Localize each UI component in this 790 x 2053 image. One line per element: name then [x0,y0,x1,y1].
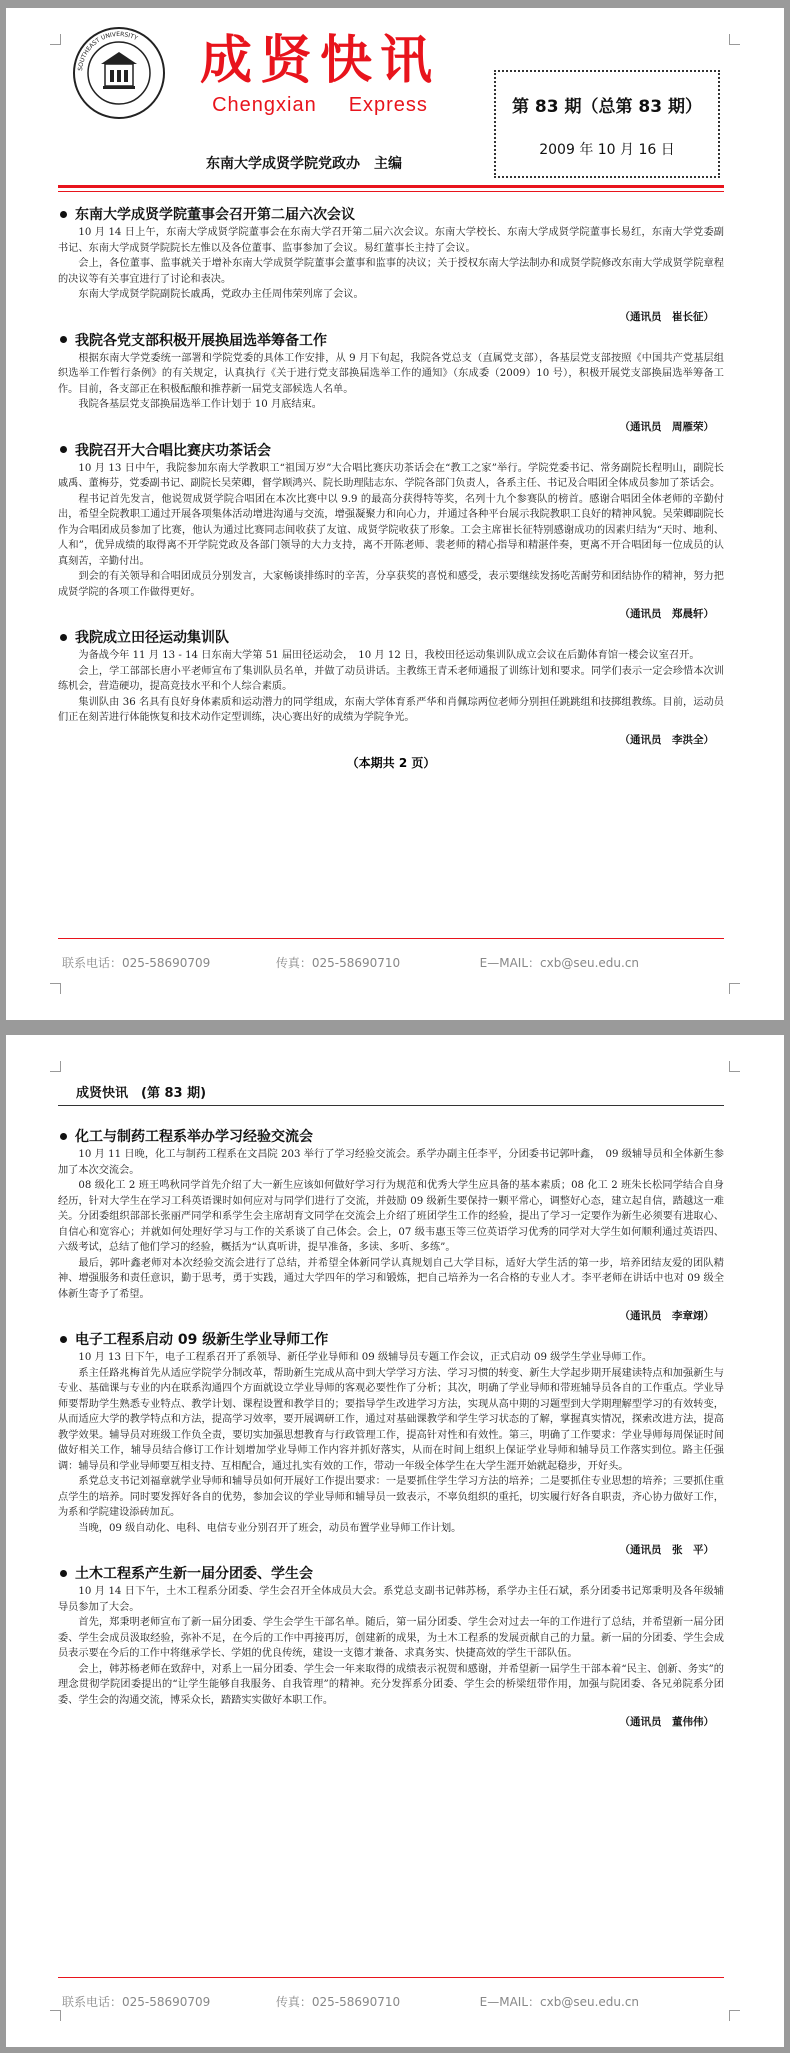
footer-rule [58,1977,724,1978]
crop-mark [729,2010,740,2021]
newsletter-title: 成贤快讯 [199,30,440,91]
footer [62,1993,722,2010]
header-rule-thin [58,191,724,192]
article-paragraph: 10 月 14 日下午，土木工程系分团委、学生会召开全体成员大会。系党总支副书记韩苏杨，系学办主任石斌，系分团委书记郑秉明及各年级辅导员参加了大会。 [58,1586,724,1613]
article-paragraph: 到会的有关领导和合唱团成员分别发言，大家畅谈排练时的辛苦，分享获奖的喜悦和感受，表示要继续发扬吃苦耐劳和团结协作的精神，努力把成贤学院的各项工作做得更好。 [58,571,724,598]
article-paragraph: 10 月 14 日上午，东南大学成贤学院董事会在东南大学召开第二届六次会议。东南大学校长、东南大学成贤学院董事长易红，东南大学党委副书记、东南大学成贤学院院长左惟以及各位董事、监事参加了会议。易红董事长主持了会议。 [58,227,724,254]
article-paragraph: 系党总支书记刘福章就学业导师和辅导员如何开展好工作提出要求：一是要抓住学生学习方法的培养；二是要抓住专业思想的培养；三要抓住重点学生的培养。同时要发挥好各自的优势，参加会议的学业导师和辅导员一致表示，不辜负组织的重托，切实履行好各自职责，齐心协力做好工作，为系和学院建设添砖加瓦。 [58,1476,724,1518]
sponsor-line: 东南大学成贤学院党政办 主编 [206,156,402,172]
article-author: （通讯员 周雁荣） [619,420,714,433]
article-paragraph: 根据东南大学党委统一部署和学院党委的具体工作安排，从 9 月下旬起，我院各党总支（直属党支部），各基层党支部按照《中国共产党基层组织选举工作暂行条例》的有关规定，认真执行《关于进行党支部换届选举工作的通知》（东成委（2009）10 号），积极开展党支部换届选举筹备工作。目前，各支部正在积极酝酿和推荐新一届党支部候选人名单。 [58,352,724,395]
university-logo [72,26,166,120]
article-paragraph: 会上，学工部部长唐小平老师宣布了集训队员名单，并做了动员讲话。主教练王青禾老师通报了训练计划和要求。同学们表示一定会珍惜本次训练机会，营造硬功，提高竞技水平和个人综合素质。 [58,665,724,692]
article-title: 我院各党支部积极开展换届选举筹备工作 [58,331,724,351]
footer-email: E—MAIL：cxb@seu.edu.cn [479,1995,640,2009]
crop-mark [50,34,61,45]
article-author: （通讯员 崔长征） [619,310,714,323]
article-paragraph: 10 月 13 日中午，我院参加东南大学教职工“祖国万岁”大合唱比赛庆功茶话会在“教工之家”举行。学院党委书记、常务副院长程明山，副院长戚禹、董梅芬，党委副书记、副院长吴荣卿，督学顾鸿兴、院长助理陆志东、学院各部门负责人，各系主任、书记及合唱团全体成员参加了茶话会。 [58,462,724,489]
footer-email: E—MAIL：cxb@seu.edu.cn [479,956,640,970]
crop-mark [729,983,740,994]
issue-box [494,70,720,178]
article [58,1330,724,1558]
article-paragraph: 集训队由 36 名具有良好身体素质和运动潜力的同学组成，东南大学体育系严华和肖佩琮两位老师分别担任跳跳组和技掷组教练。目前，运动员们正在刻苦进行体能恢复和技术动作定型训练，决心赛出好的成绩为学院争光。 [58,696,724,723]
article-paragraph: 我院各基层党支部换届选举工作计划于 10 月底结束。 [78,399,322,410]
issue-date: 2009 年 10 月 16 日 [539,142,675,158]
article-title: 土木工程系产生新一届分团委、学生会 [58,1564,724,1584]
page-2 [6,1035,784,2047]
article [58,205,724,325]
article-title: 我院召开大合唱比赛庆功茶话会 [58,441,724,461]
article [58,1127,724,1324]
footer-fax: 传真：025-58690710 [275,956,401,970]
article-paragraph: 首先，郑秉明老师宣布了新一届分团委、学生会学生干部名单。随后，第一届分团委、学生会对过去一年的工作进行了总结，并希望新一届分团委、学生会成员汲取经验，弥补不足，在今后的工作中再接再厉，创建新的成果，为土木工程系的发展贡献自己的力量。新一届的分团委、学生会成员表示要在今后的工作中将继承学长、学姐的优良传统，建设一支德才兼备、求真务实、快捷高效的学生干部队伍。 [58,1617,724,1659]
article-author: （通讯员 李洪全） [619,733,714,746]
article-title: 我院成立田径运动集训队 [58,628,724,648]
footer-phone: 联系电话：025-58690709 [62,956,211,970]
masthead [190,30,450,117]
crop-mark [729,34,740,45]
english-title: Chengxian Express [212,94,428,116]
article-paragraph: 系主任路兆梅首先从适应学院学分制改革，帮助新生完成从高中到大学学习方法、学习习惯的转变、新生大学起步期开展建读特点和加强新生与专业、基础课与专业的内在联系沟通四个方面就设立学业导师的客观必要性作了分析；其次，明确了学业导师和带班辅导员各自的工作重点。学业导师要帮助学生熟悉专业特点、教学计划、课程设置和教学目的；要指导学生改进学习方法，实现从高中期的习题型到大学期理解型学习的有效转变，从而适应大学的教学特点和方法，提高学习效率，要开展调研工作，通过对基础课教学和学生学习状态的了解，掌握真实情况，探索改进方法，提高教学效果。辅导员对班级工作负全责，要切实加强思想教育与行政管理工作，提高针对性和有效性。第三，明确了工作要求：学业导师每周保证时间做好相关工作，辅导员结合修订工作计划增加学业导师工作内容并抓好落实，从而在时间上组织上保证学业导师和辅导员工作落实到位。路主任强调：辅导员和学业导师要互相支持、互相配合，通过扎实有效的工作，带动一年级全体学生在大学生涯开始就起稳步，开好头。 [58,1367,724,1472]
article-paragraph: 最后，郭叶鑫老师对本次经验交流会进行了总结，并希望全体新同学认真规划自己大学目标，适好大学生活的第一步，培养团结友爱的团队精神、增强服务和责任意识，勤于思考，勇于实践，通过大学四年的学习和锻炼，把自己培养为一名合格的专业人才。李平老师在讲话中也对 09 级全体新生寄予了希望。 [58,1257,724,1300]
article-author: （通讯员 董伟伟） [619,1716,714,1728]
article-paragraph: 会上，韩苏杨老师在致辞中，对系上一届分团委、学生会一年来取得的成绩表示祝贺和感谢，并希望新一届学生干部本着“民主、创新、务实”的理念贯彻学院团委提出的“让学生能够自我服务、自我管理”的精神。充分发挥系分团委、学生会的桥梁纽带作用，加强与院团委、各兄弟院系分团委、学生会的沟通交流，博采众长，踏踏实实做好本职工作。 [58,1663,724,1706]
page-1 [6,8,784,1020]
crop-mark [50,983,61,994]
article-author: （通讯员 张 平） [619,1544,714,1556]
issue-number: 第 83 期（总第 83 期） [512,97,702,117]
footer-phone: 联系电话：025-58690709 [62,1995,211,2009]
footer-fax: 传真：025-58690710 [275,1995,401,2009]
article-paragraph: 当晚，09 级自动化、电科、电信专业分别召开了班会，动员布置学业导师工作计划。 [78,1522,462,1534]
article-author: （通讯员 郑晨轩） [619,608,714,620]
crop-mark [50,1061,61,1072]
page1-content [58,205,724,771]
crop-mark [50,2010,61,2021]
article-paragraph: 程书记首先发言，他说贺成贤学院合唱团在本次比赛中以 9.9 的最高分获得特等奖，名列十九个参赛队的榜首。感谢合唱团全体老师的辛勤付出，希望全院教职工通过开展各项集体活动增进沟通与交流，增强凝聚力和向心力，并通过各种平台展示我院教职工良好的精神风貌。吴荣卿副院长作为合唱团成员参加了比赛，他认为通过比赛同志间收获了友谊、成贤学院收获了形象。工会主席崔长征特别感谢成功的因素归结为“天时、地利、人和”，优异成绩的取得离不开学院党政及各部门领导的大力支持，离不开陈老师、裴老师的精心指导和精湛伴奏，更离不开合唱团每一位成员的认真刻苦，辛勤付出。 [58,493,724,567]
page2-content [58,1127,724,1736]
article-paragraph: 10 月 13 日下午，电子工程系召开了系领导、新任学业导师和 09 级辅导员专题工作会议，正式启动 09 级学生学业导师工作。 [78,1352,653,1363]
article [58,628,724,748]
article-paragraph: 为备战今年 11 月 13 - 14 日东南大学第 51 届田径运动会， 10 月 12 日，我校田径运动集训队成立会议在后勤体育馆一楼会议室召开。 [78,650,700,661]
article-title: 电子工程系启动 09 级新生学业导师工作 [58,1330,724,1350]
footer-rule [58,938,724,939]
article-paragraph: 10 月 11 日晚，化工与制药工程系在文昌院 203 举行了学习经验交流会。系学办副主任李平，分团委书记郭叶鑫， 09 级辅导员和全体新生参加了本次交流会。 [58,1149,724,1176]
article-title: 东南大学成贤学院董事会召开第二届六次会议 [58,205,724,225]
article [58,331,724,435]
crop-mark [729,1061,740,1072]
svg-text:SOUTHEAST UNIVERSITY: SOUTHEAST UNIVERSITY [77,30,139,72]
article-paragraph: 会上，各位董事、监事就关于增补东南大学成贤学院董事会董事和监事的决议；关于授权东南大学法制办和成贤学院修改东南大学成贤学院章程的决议等有关事宜进行了讨论和表决。 [58,258,724,285]
article [58,1564,724,1730]
running-header: 成贤快讯 (第 83 期) [76,1086,207,1101]
running-header-rule [58,1105,724,1106]
article-title: 化工与制药工程系举办学习经验交流会 [58,1127,724,1147]
page-count: （本期共 2 页） [346,755,436,770]
footer [62,954,722,971]
article-paragraph: 08 级化工 2 班王鸣秋同学首先介绍了大一新生应该如何做好学习行为规范和优秀大学生应具备的基本素质；08 化工 2 班朱长松同学结合自身经历，针对大学生在学习工科英语课时如何应对与同学们进行了交流，并鼓励 09 级新生要保持一颗平常心，调整好心态，建立起自信，踏越这一难关。分团委组织部部长张丽严同学和系学生会主席胡育文同学在交流会上介绍了班团学生工作的经验，提出了学习一定要作为新生必须要有进取心、自信心和宽容心；并就如何处理好学习与工作的关系谈了自己体会。会上，07 级韦惠玉等三位英语学习优秀的同学对大学生如何顺利通过英语四、六级考试，总结了他们学习的经验，概括为“认真听讲，提早准备，多读、多听、多练”。 [58,1180,724,1253]
article [58,441,724,623]
header-rule [58,185,724,188]
article-author: （通讯员 李章翊） [619,1310,714,1322]
article-paragraph: 东南大学成贤学院副院长戚禹，党政办主任周伟荣列席了会议。 [78,289,364,300]
